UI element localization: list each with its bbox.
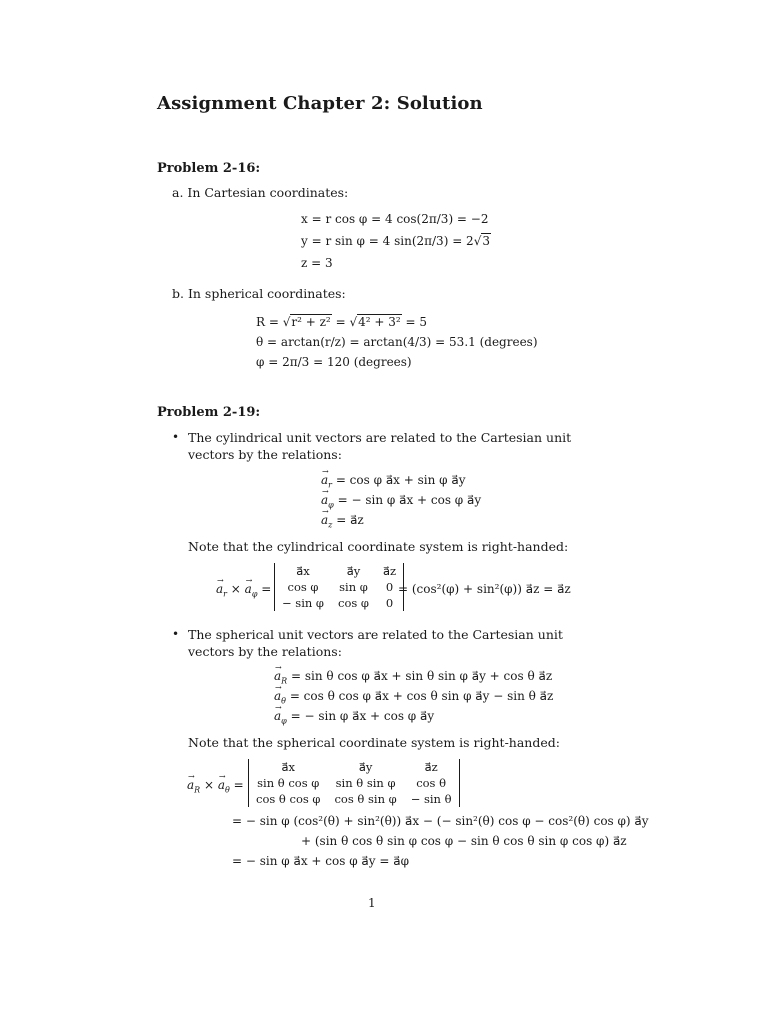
cylindrical-note: Note that the cylindrical coordinate system is right-handed: — [188, 539, 569, 554]
sph-cross-lhs: → $a_R$ × → $a_\theta$ = — [187, 775, 244, 800]
sph-det-cell: sin θ cos φ — [257, 776, 320, 790]
equation-x: x = r cos φ = 4 cos(2π/3) = −2 — [301, 212, 489, 226]
equation-R-result: = 5 — [401, 315, 427, 329]
sph-det-cell: sin θ sin φ — [335, 776, 396, 790]
cyl-det-cell: cos φ — [338, 596, 369, 610]
sph-eq-aR-rhs: = sin θ cos φ a⃗x + sin θ sin φ a⃗y + cos θ a⃗z — [291, 669, 553, 683]
equation-z: z = 3 — [301, 256, 333, 270]
sph-det-cell: − sin θ — [410, 792, 452, 806]
part-a-label: a. In Cartesian coordinates: — [172, 185, 349, 200]
sph-det-cell: cos θ sin φ — [334, 792, 397, 806]
sph-determinant — [248, 759, 460, 807]
problem-2-19-heading: Problem 2-19: — [157, 405, 261, 420]
cyl-eq-ar-rhs: = cos φ a⃗x + sin φ a⃗y — [335, 473, 466, 487]
sph-eq-aphi-rhs: = − sin φ a⃗x + cos φ a⃗y — [290, 709, 435, 723]
equation-R-mid: = — [331, 315, 350, 329]
cyl-cross-result: = (cos²(φ) + sin²(φ)) a⃗z = a⃗z — [398, 582, 571, 596]
sph-derivation-line-4: = − sin φ a⃗x + cos φ a⃗y = a⃗φ — [232, 854, 410, 868]
cyl-eq-aphi-rhs: = − sin φ a⃗x + cos φ a⃗y — [337, 493, 482, 507]
cyl-det-cell: a⃗x — [296, 564, 310, 578]
sph-derivation-line-3: + (sin θ cos θ sin φ cos φ − sin θ cos θ sin φ cos φ) a⃗z — [301, 834, 627, 848]
cyl-eq-az-rhs: = a⃗z — [336, 513, 364, 527]
cyl-det-cell: sin φ — [339, 580, 368, 594]
cyl-determinant — [274, 563, 404, 611]
equation-R: R = √r² + z² = √4² + 3² = 5 — [256, 315, 427, 329]
cyl-det-cell: a⃗z — [382, 564, 397, 578]
cyl-det-cell: cos φ — [287, 580, 319, 594]
part-b-label: b. In spherical coordinates: — [172, 286, 346, 301]
bullet-icon: • — [172, 627, 180, 641]
sph-eq-atheta: → $a_\theta = \cos \theta$ cos φ a⃗x + cos θ sin φ a⃗y − sin θ a⃗z — [274, 686, 553, 711]
spherical-note: Note that the spherical coordinate system is right-handed: — [188, 735, 560, 750]
problem-2-16-heading: Problem 2-16: — [157, 161, 261, 176]
equation-phi: φ = 2π/3 = 120 (degrees) — [256, 355, 412, 369]
cyl-eq-aphi: → $a_\varphi$ = − sin φ a⃗x + cos φ a⃗y — [321, 490, 481, 515]
cyl-det-cell: 0 — [385, 596, 394, 610]
equation-R-root2: 4² + 3² — [358, 315, 401, 329]
equation-y-root: 3 — [482, 234, 490, 248]
sph-det-cell: cos θ cos φ — [256, 792, 321, 806]
cylindrical-intro: The cylindrical unit vectors are related to the Cartesian unit vectors by the relations: — [188, 430, 572, 462]
sph-det-cell: a⃗x — [281, 760, 296, 774]
cyl-eq-ar: → $a_r = \cos \varphi$ a⃗x + sin φ a⃗y — [321, 470, 466, 495]
sph-derivation-line-2: = − sin φ (cos²(θ) + sin²(θ)) a⃗x − (− sin²(θ) cos φ − cos²(θ) cos φ) a⃗y — [232, 814, 649, 828]
equation-y: y = r sin φ = 4 sin(2π/3) = 2√3 — [301, 234, 490, 248]
sph-eq-aphi: → $a_\varphi$ = − sin φ a⃗x + cos φ a⃗y — [274, 706, 434, 731]
equation-theta: θ = arctan(r/z) = arctan(4/3) = 53.1 (degrees) — [256, 335, 538, 349]
page-number: 1 — [368, 896, 376, 910]
sph-det-cell: a⃗z — [424, 760, 438, 774]
sph-determinant-matrix — [249, 759, 459, 807]
equation-R-root1: r² + z² — [291, 315, 331, 329]
cyl-det-cell: a⃗y — [346, 564, 361, 578]
equation-R-lhs: R = — [256, 315, 283, 329]
page-title: Assignment Chapter 2: Solution — [157, 93, 483, 114]
cyl-det-cell: − sin φ — [282, 596, 324, 610]
sph-eq-atheta-rhs: = cos θ cos φ a⃗x + cos θ sin φ a⃗y − sin θ a⃗z — [289, 689, 554, 703]
equation-y-text: y = r sin φ = 4 sin(2π/3) = 2 — [301, 234, 474, 248]
sph-eq-aR: → $a_R = \sin \theta$ cos φ a⃗x + sin θ sin φ a⃗y + cos θ a⃗z — [274, 666, 552, 691]
cyl-eq-az: → $a_z$ = a⃗z — [321, 510, 364, 535]
bullet-icon: • — [172, 430, 180, 444]
sph-det-cell: cos θ — [416, 776, 447, 790]
cyl-cross-lhs: → $a_r$ × → $a_\varphi$ = — [216, 579, 271, 604]
cyl-determinant-matrix — [275, 563, 403, 611]
sph-det-cell: a⃗y — [358, 760, 373, 774]
spherical-intro: The spherical unit vectors are related to the Cartesian unit vectors by the relations: — [188, 627, 563, 659]
cyl-det-cell: 0 — [385, 580, 394, 594]
